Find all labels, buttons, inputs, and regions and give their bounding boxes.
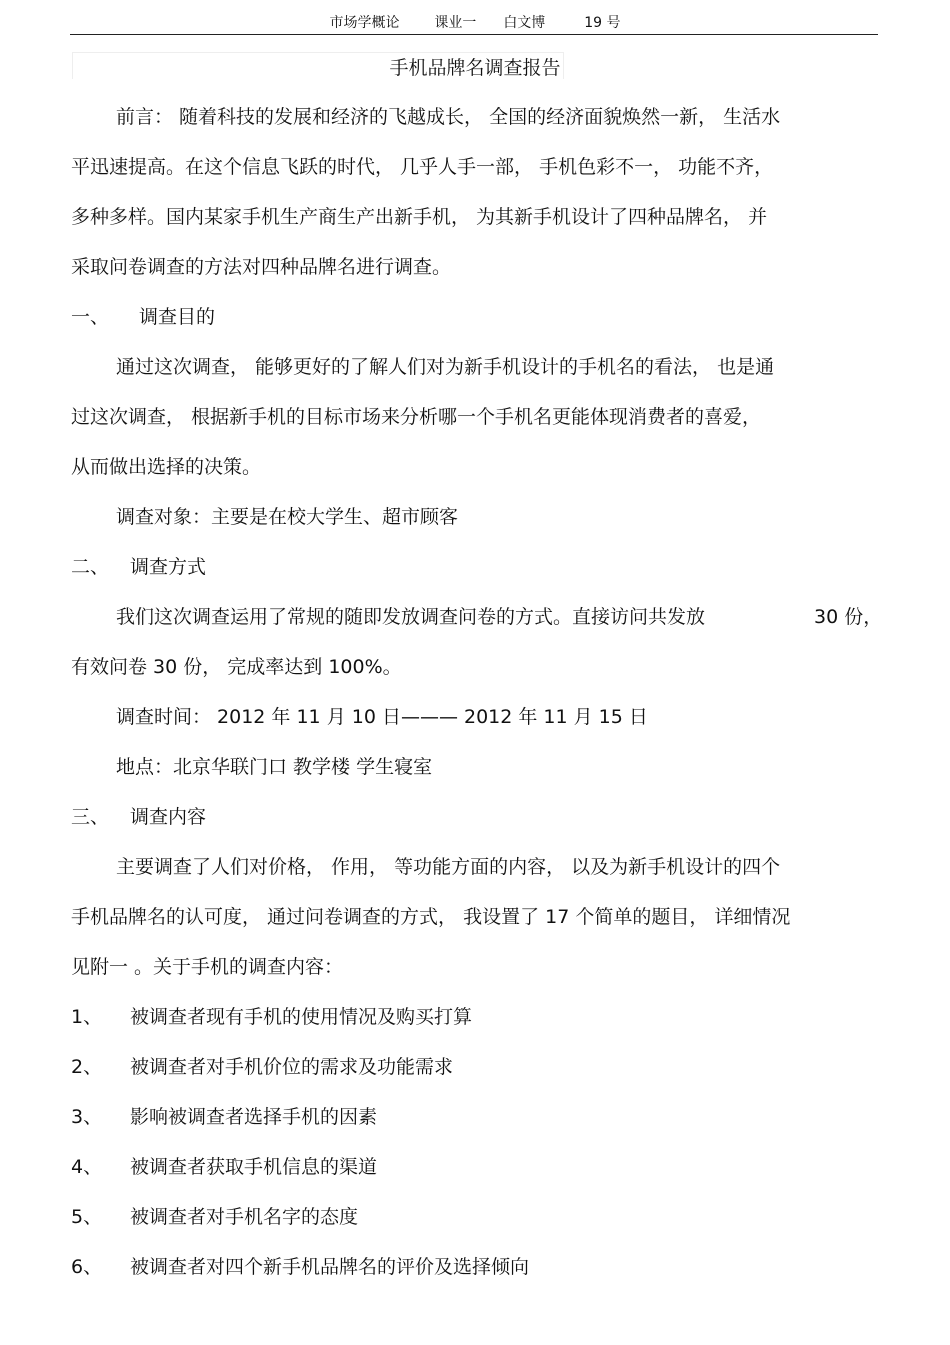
section3-heading: 调查内容: [130, 806, 207, 828]
list-item-number: 3、: [71, 1106, 103, 1128]
list-item: 影响被调查者选择手机的因素: [130, 1106, 378, 1128]
preface-line-1: 前言： 随着科技的发展和经济的飞越成长， 全国的经济面貌焕然一新， 生活水: [116, 106, 781, 128]
section1-para-line-1: 通过这次调查， 能够更好的了解人们对为新手机设计的手机名的看法， 也是通: [116, 356, 775, 378]
list-item-number: 2、: [71, 1056, 103, 1078]
header-divider: [70, 34, 878, 35]
section1-para-line-2: 过这次调查， 根据新手机的目标市场来分析哪一个手机名更能体现消费者的喜爱，: [71, 406, 762, 428]
section1-para-line-3: 从而做出选择的决策。: [71, 456, 262, 478]
section3-para-line-3: 见附一 。关于手机的调查内容：: [71, 956, 344, 978]
section2-marker: 二、: [71, 556, 110, 578]
header-assignment: 课业一: [434, 15, 477, 31]
header-author: 白文博: [503, 15, 546, 31]
list-item-number: 1、: [71, 1006, 103, 1028]
preface-line-2: 平迅速提高。在这个信息飞跃的时代， 几乎人手一部， 手机色彩不一， 功能不齐，: [71, 156, 774, 178]
section1-marker: 一、: [71, 306, 110, 328]
list-item: 被调查者对手机价位的需求及功能需求: [130, 1056, 454, 1078]
section3-para-line-1: 主要调查了人们对价格， 作用， 等功能方面的内容， 以及为新手机设计的四个: [116, 856, 781, 878]
running-header: [0, 12, 950, 32]
section2-copies-count: 30 份，: [814, 606, 883, 628]
section2-para-line-1: 我们这次调查运用了常规的随即发放调查问卷的方式。直接访问共发放: [116, 606, 706, 628]
section3-marker: 三、: [71, 806, 110, 828]
list-item-number: 5、: [71, 1206, 103, 1228]
list-item-number: 6、: [71, 1256, 103, 1278]
preface-line-3: 多种多样。国内某家手机生产商生产出新手机， 为其新手机设计了四种品牌名， 并: [71, 206, 768, 228]
survey-place: 地点：北京华联门口 教学楼 学生寝室: [116, 756, 433, 778]
survey-subjects: 调查对象：主要是在校大学生、超市顾客: [116, 506, 459, 528]
preface-line-4: 采取问卷调查的方法对四种品牌名进行调查。: [71, 256, 452, 278]
header-course: 市场学概论: [329, 15, 400, 31]
section1-heading: 调查目的: [139, 306, 216, 328]
list-item: 被调查者对四个新手机品牌名的评价及选择倾向: [130, 1256, 530, 1278]
list-item-number: 4、: [71, 1156, 103, 1178]
list-item: 被调查者对手机名字的态度: [130, 1206, 359, 1228]
section2-para-line-2: 有效问卷 30 份， 完成率达到 100%。: [71, 656, 402, 678]
list-item: 被调查者现有手机的使用情况及购买打算: [130, 1006, 473, 1028]
header-number: 19 号: [584, 15, 621, 31]
section2-heading: 调查方式: [130, 556, 207, 578]
survey-time: 调查时间： 2012 年 11 月 10 日——— 2012 年 11 月 15 日: [116, 706, 648, 728]
section3-para-line-2: 手机品牌名的认可度， 通过问卷调查的方式， 我设置了 17 个简单的题目， 详细情况: [71, 906, 791, 928]
page-title: 手机品牌名调查报告: [389, 57, 561, 79]
list-item: 被调查者获取手机信息的渠道: [130, 1156, 378, 1178]
